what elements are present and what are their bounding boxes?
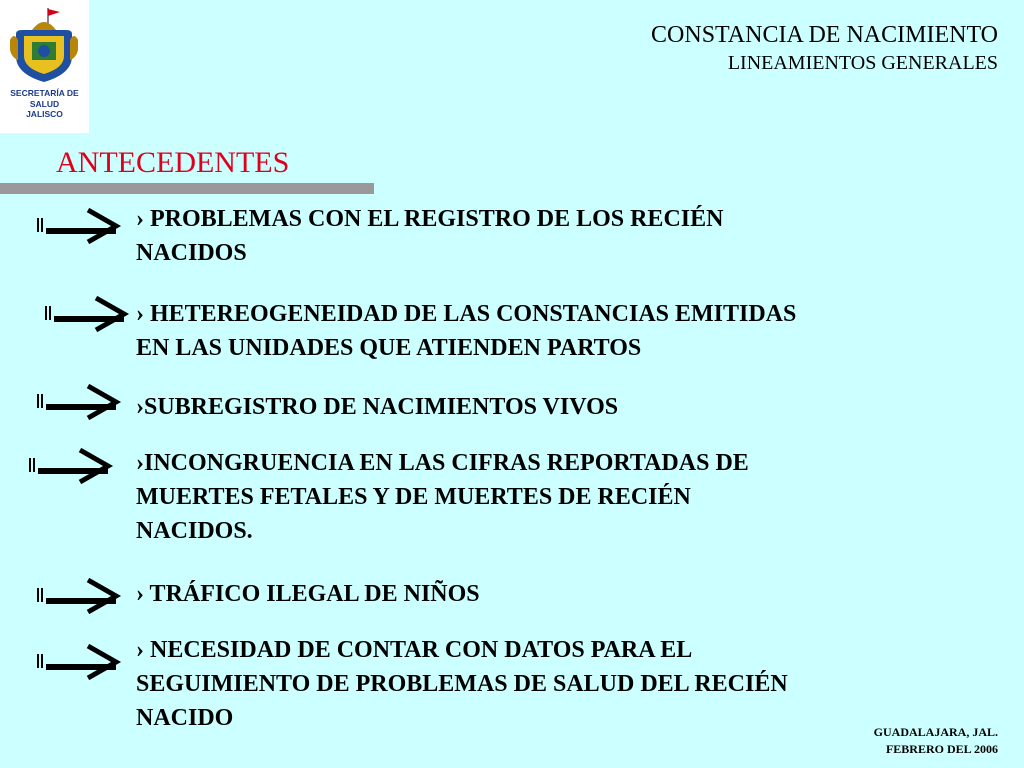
footer-location: GUADALAJARA, JAL. [873, 725, 998, 739]
document-subtitle: LINEAMIENTOS GENERALES [727, 52, 998, 74]
footer [874, 724, 998, 758]
header [651, 20, 998, 76]
list-item-line: NACIDOS [136, 240, 247, 266]
list-item [136, 297, 1006, 365]
arrow-icon [40, 294, 130, 334]
section-title: ANTECEDENTES [56, 146, 290, 179]
list-item [136, 577, 1006, 611]
jalisco-coat-of-arms-icon [8, 4, 80, 86]
list-item-line: SEGUIMIENTO DE PROBLEMAS DE SALUD DEL RECIÉN [136, 671, 788, 697]
section-divider [0, 183, 374, 194]
logo [0, 0, 89, 133]
document-title: CONSTANCIA DE NACIMIENTO [651, 22, 998, 48]
arrow-icon [32, 382, 122, 422]
arrow-icon [24, 446, 114, 486]
arrow-icon [32, 642, 122, 682]
list-item-line: › TRÁFICO ILEGAL DE NIÑOS [136, 581, 480, 607]
list-item-line: › PROBLEMAS CON EL REGISTRO DE LOS RECIÉN [136, 206, 724, 232]
list-item-line: › NECESIDAD DE CONTAR CON DATOS PARA EL [136, 637, 693, 663]
logo-line: SECRETARÍA DE [10, 88, 79, 98]
list-item-line: › HETEREOGENEIDAD DE LAS CONSTANCIAS EMITIDAS [136, 301, 797, 327]
list-item [136, 390, 1006, 424]
list-item [136, 633, 1006, 735]
logo-text [0, 88, 89, 120]
arrow-icon [32, 576, 122, 616]
list-item-line: ›INCONGRUENCIA EN LAS CIFRAS REPORTADAS DE [136, 450, 749, 476]
list-item-line: MUERTES FETALES Y DE MUERTES DE RECIÉN [136, 484, 691, 510]
list-item-line: NACIDO [136, 705, 234, 731]
logo-line: JALISCO [26, 109, 63, 119]
list-item-line: NACIDOS. [136, 518, 253, 544]
list-item-line: ›SUBREGISTRO DE NACIMIENTOS VIVOS [136, 394, 619, 420]
list-item-line: EN LAS UNIDADES QUE ATIENDEN PARTOS [136, 335, 642, 361]
list-item [136, 446, 1006, 548]
arrow-icon [32, 206, 122, 246]
logo-line: SALUD [29, 98, 60, 109]
list-item [136, 202, 1006, 270]
footer-date: FEBRERO DEL 2006 [885, 742, 998, 756]
